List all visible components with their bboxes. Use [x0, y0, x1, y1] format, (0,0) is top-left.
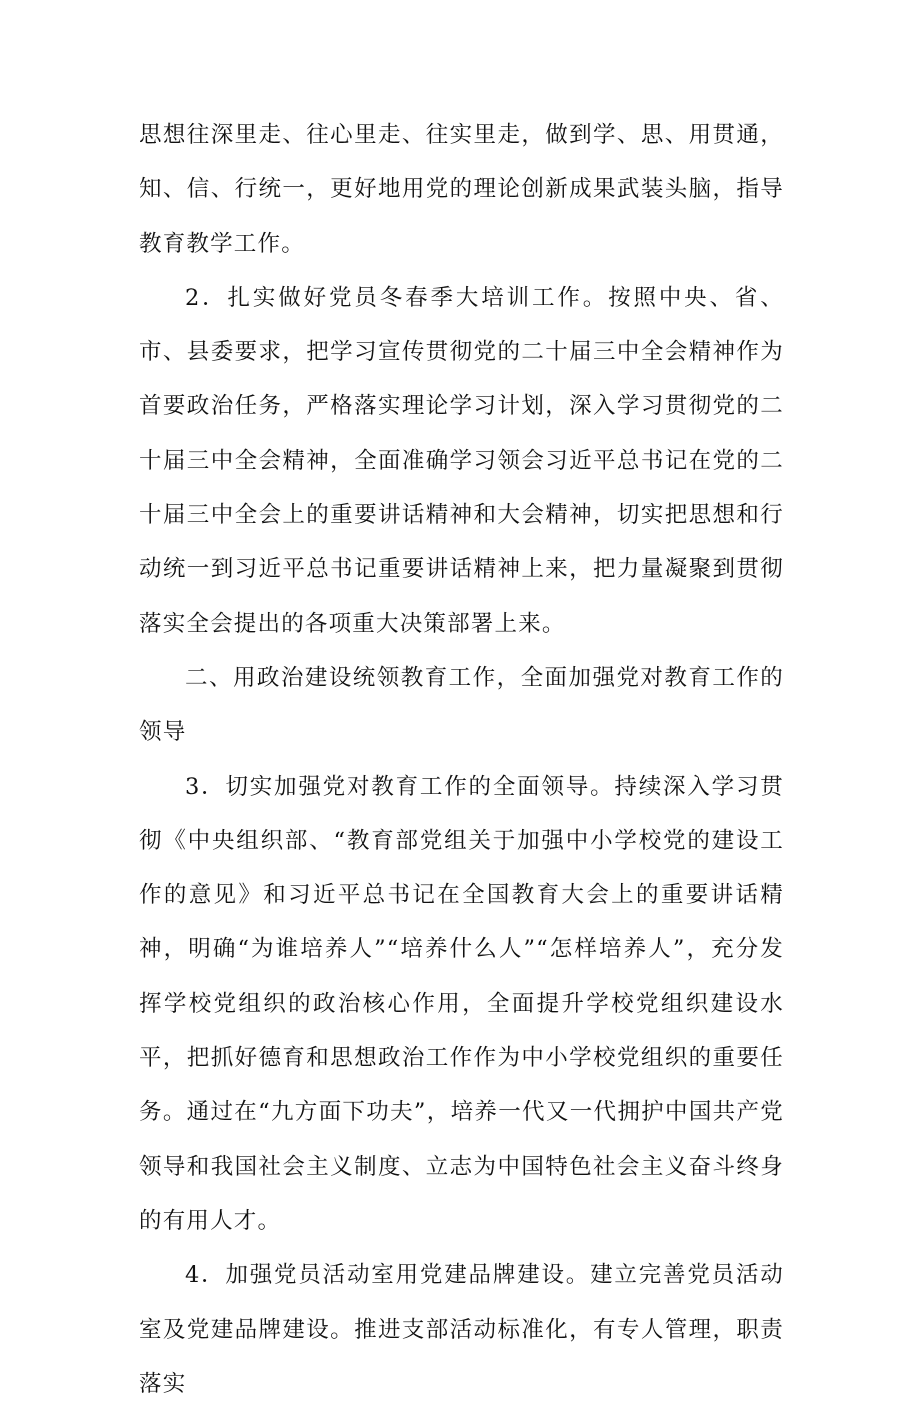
paragraph-2: 2．扎实做好党员冬春季大培训工作。按照中央、省、市、县委要求，把学习宣传贯彻党的二十届三中全会精神作为首要政治任务，严格落实理论学习计划，深入学习贯彻党的二十届三中全会精神，全面准确学习领会习近平总书记在党的二十届三中全会上的重要讲话精神和大会精神，切实把思想和行动统一到习近平总书记重要讲话精神上来，把力量凝聚到贯彻落实全会提出的各项重大决策部署上来。: [139, 284, 784, 637]
paragraph-3: 3．切实加强党对教育工作的全面领导。持续深入学习贯彻《中央组织部、“教育部党组关于加强中小学校党的建设工作的意见》和习近平总书记在全国教育大会上的重要讲话精神，明确“为谁培养人”“培养什么人”“怎样培养人”，充分发挥学校党组织的政治核心作用，全面提升学校党组织建设水平，把抓好德育和思想政治工作作为中小学校党组织的重要任务。通过在“九方面下功夫”，培养一代又一代拥护中国共产党领导和我国社会主义制度、立志为中国特色社会主义奋斗终身的有用人才。: [139, 773, 784, 1234]
paragraph-1: 思想往深里走、往心里走、往实里走，做到学、思、用贯通，知、信、行统一，更好地用党的理论创新成果武装头脑，指导教育教学工作。: [139, 122, 784, 257]
paragraph-4: 4．加强党员活动室用党建品牌建设。建立完善党员活动室及党建品牌建设。推进支部活动标准化，有专人管理，职责落实: [139, 1262, 784, 1397]
section-heading-2: 二、用政治建设统领教育工作，全面加强党对教育工作的领导: [139, 664, 784, 746]
document-body: [139, 108, 784, 1411]
